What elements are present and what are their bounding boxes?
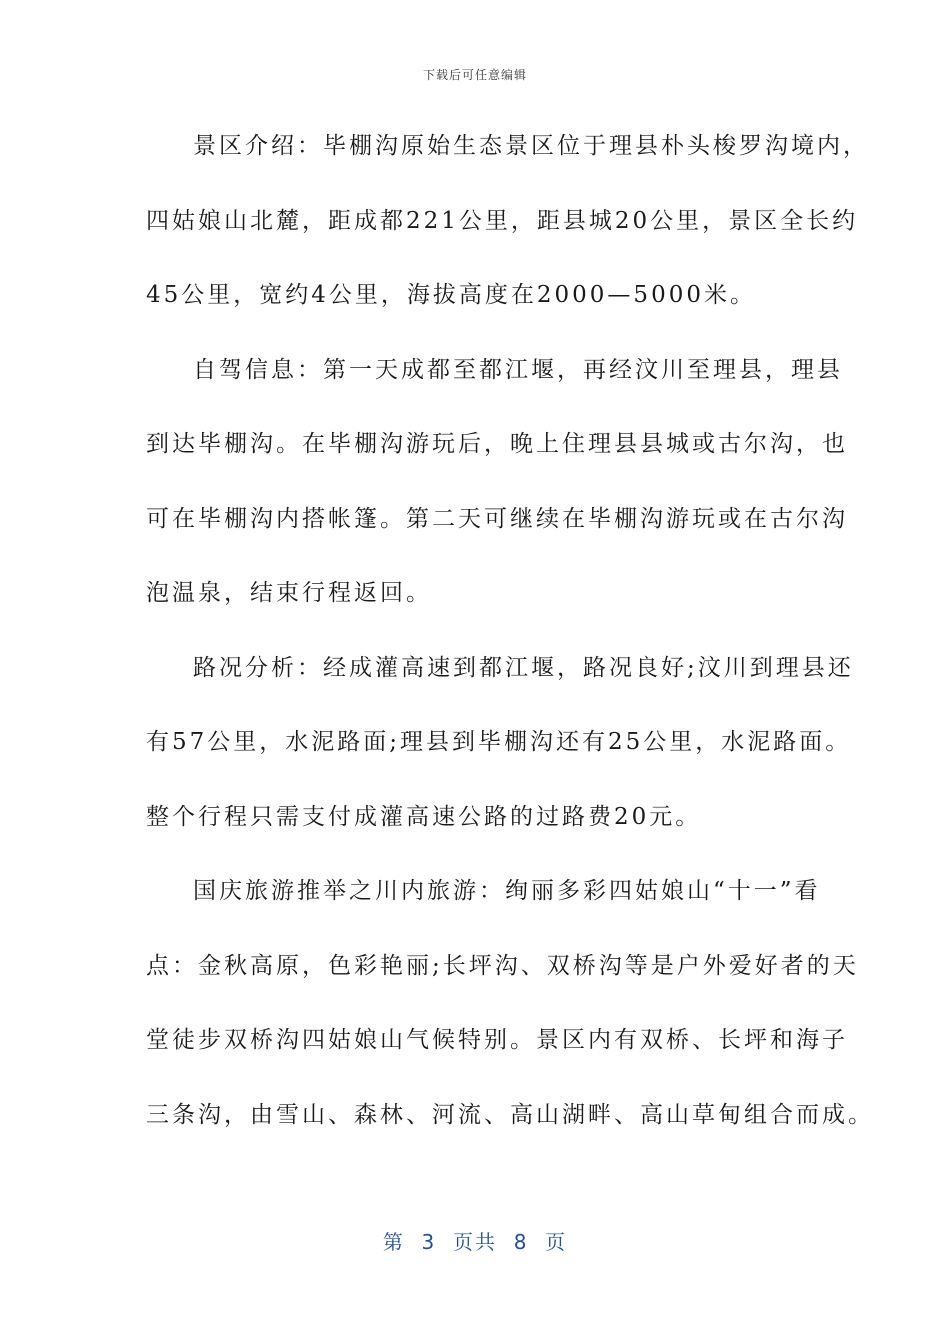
paragraph-line: 路况分析：经成灌高速到都江堰，路况良好;汶川到理县还 bbox=[193, 654, 854, 681]
paragraph-line: 45公里，宽约4公里，海拔高度在2000—5000米。 bbox=[146, 282, 756, 308]
paragraph-line: 三条沟，由雪山、森林、河流、高山湖畔、高山草甸组合而成。 bbox=[146, 1101, 874, 1128]
paragraph-line: 堂徒步双桥沟四姑娘山气候特别。景区内有双桥、长坪和海子 bbox=[146, 1027, 848, 1053]
paragraph-line: 到达毕棚沟。在毕棚沟游玩后，晚上住理县县城或古尔沟，也 bbox=[146, 431, 848, 457]
page-number-footer: 第 3 页共 8 页 bbox=[382, 1230, 568, 1254]
paragraph-line: 国庆旅游推举之川内旅游：绚丽多彩四姑娘山“十一”看 bbox=[193, 878, 821, 904]
paragraph-line: 有57公里，水泥路面;理县到毕棚沟还有25公里，水泥路面。 bbox=[146, 729, 852, 755]
paragraph-line: 泡温泉，结束行程返回。 bbox=[146, 580, 432, 606]
document-body bbox=[146, 128, 874, 1171]
paragraph-line: 可在毕棚沟内搭帐篷。第二天可继续在毕棚沟游玩或在古尔沟 bbox=[146, 505, 848, 532]
paragraph-line: 整个行程只需支付成灌高速公路的过路费20元。 bbox=[146, 803, 702, 830]
paragraph-line: 点：金秋高原，色彩艳丽;长坪沟、双桥沟等是户外爱好者的天 bbox=[146, 952, 859, 979]
paragraph-line: 自驾信息：第一天成都至都江堰，再经汶川至理县，理县 bbox=[193, 356, 843, 383]
paragraph-line: 四姑娘山北麓，距成都221公里，距县城20公里，景区全长约 bbox=[146, 207, 859, 234]
paragraph-line: 景区介绍：毕棚沟原始生态景区位于理县朴头梭罗沟境内， bbox=[193, 133, 869, 159]
page-header-note: 下载后可任意编辑 bbox=[422, 68, 527, 82]
